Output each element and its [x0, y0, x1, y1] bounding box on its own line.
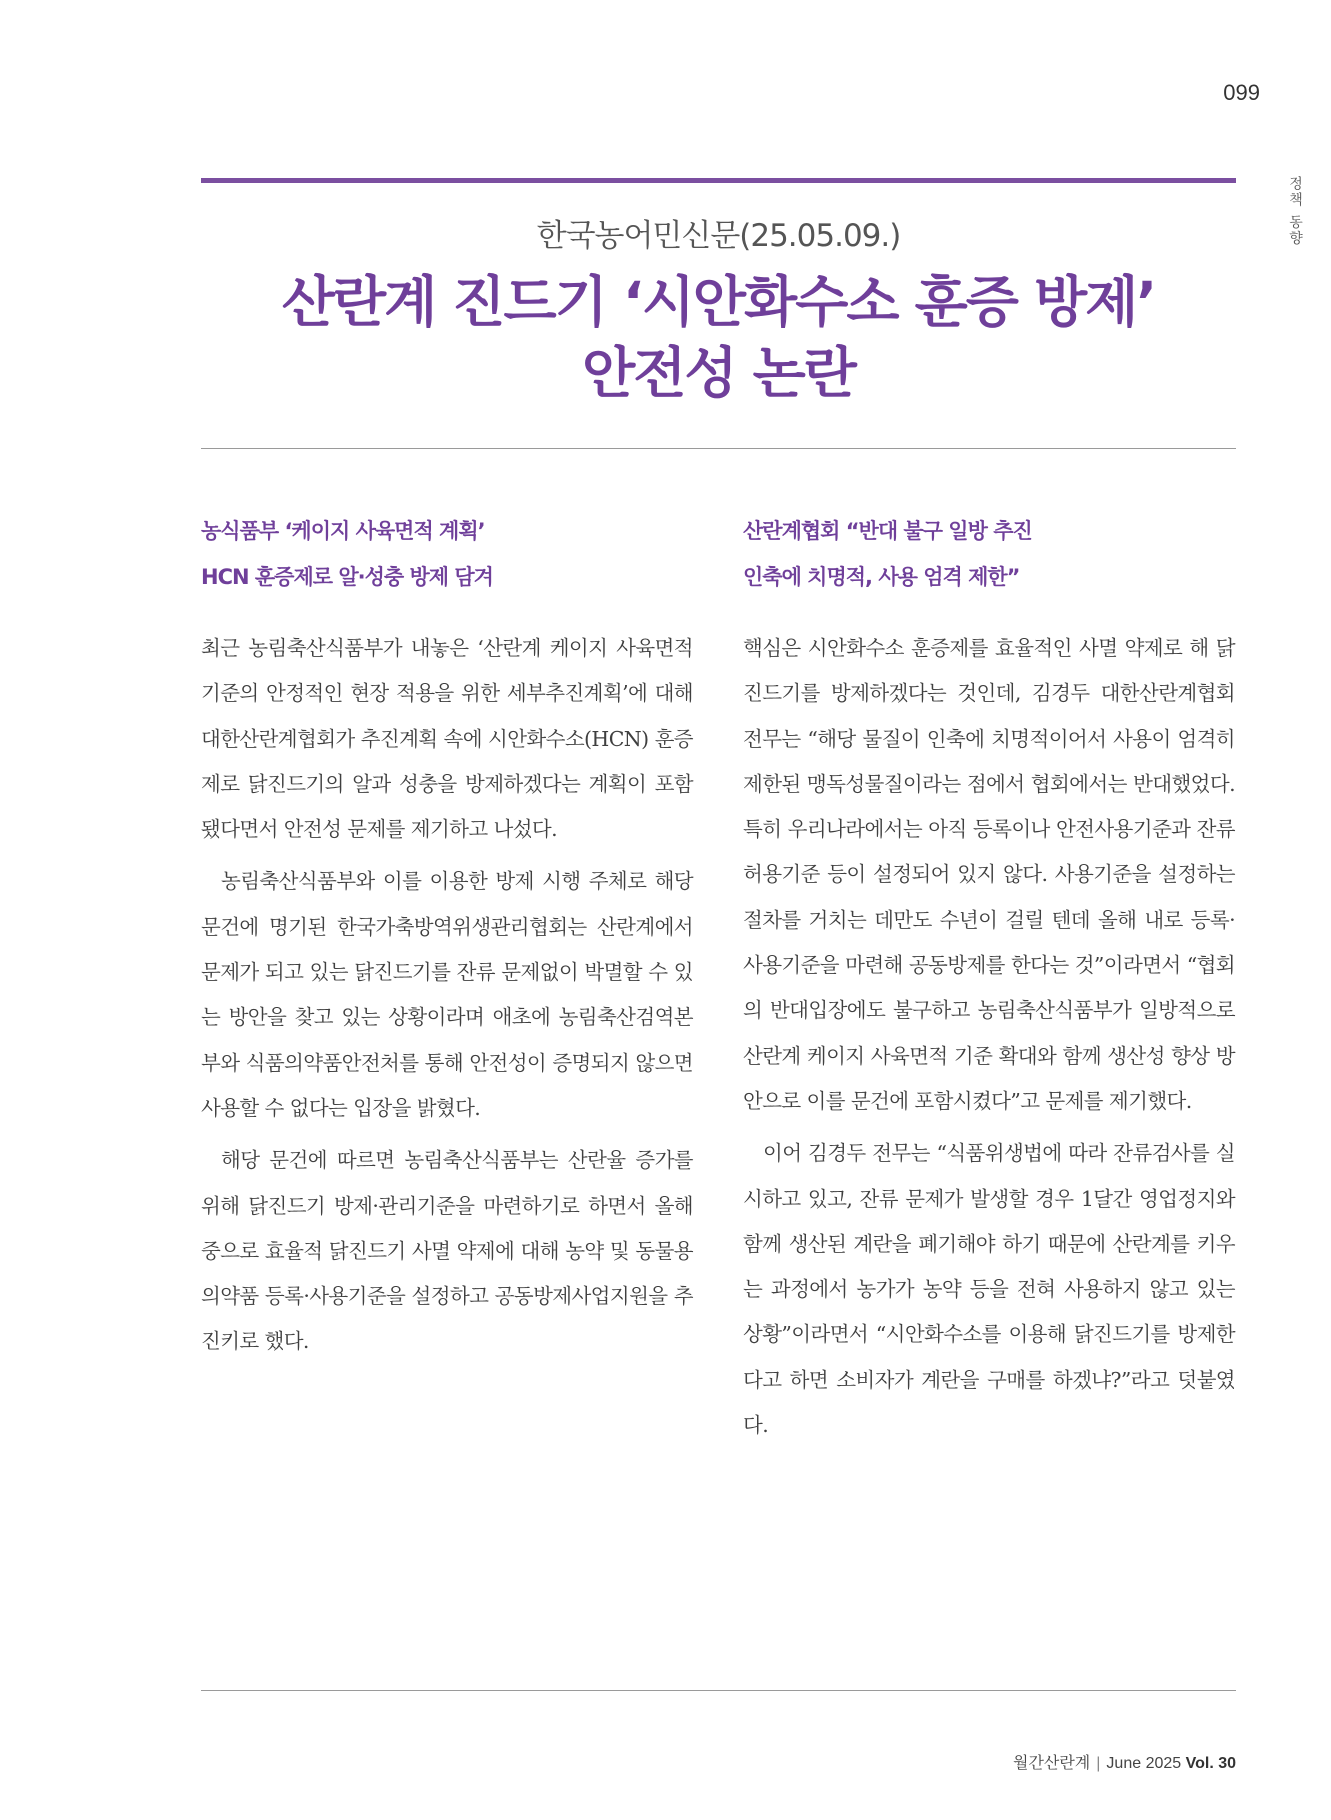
paragraph: 이어 김경두 전무는 “식품위생법에 따라 잔류검사를 실시하고 있고, 잔류 문제가 발생할 경우 1달간 영업정지와 함께 생산된 계란을 폐기해야 하기 때문에 산란계를 키우는 과정에서 농가가 농약 등을 전혀 사용하지 않고 있는 상황”이라면서 “시안화수소를 이용해 닭진드기를 방제한다고 하면 소비자가 계란을 구매를 하겠냐?”라고 덧붙였다. [743, 1141, 1235, 1438]
title-divider [201, 448, 1236, 449]
right-body [743, 626, 1235, 1448]
paragraph: 최근 농림축산식품부가 내놓은 ‘산란계 케이지 사육면적 기준의 안정적인 현장 적용을 위한 세부추진계획’에 대해 대한산란계협회가 추진계획 속에 시안화수소(HCN) 훈증제로 닭진드기의 알과 성충을 방제하겠다는 계획이 포함됐다면서 안전성 문제를 제기하고 나섰다. [201, 636, 693, 842]
left-body [201, 626, 693, 1365]
right-column [743, 508, 1235, 1455]
bottom-divider [201, 1690, 1236, 1691]
left-subhead-line-1: 농식품부 ‘케이지 사육면적 계획’ [201, 519, 485, 543]
paragraph: 핵심은 시안화수소 훈증제를 효율적인 사멸 약제로 해 닭진드기를 방제하겠다는 것인데, 김경두 대한산란계협회 전무는 “해당 물질이 인축에 치명적이어서 사용이 엄격히 제한된 맹독성물질이라는 점에서 협회에서는 반대했었다. 특히 우리나라에서는 아직 등록이나 안전사용기준과 잔류허용기준 등이 설정되어 있지 않다. 사용기준을 설정하는 절차를 거치는 데만도 수년이 걸릴 텐데 올해 내로 등록·사용기준을 마련해 공동방제를 한다는 것”이라면서 “협회의 반대입장에도 불구하고 농림축산식품부가 일방적으로 산란계 케이지 사육면적 기준 확대와 함께 생산성 향상 방안으로 이를 문건에 포함시켰다”고 문제를 제기했다. [743, 636, 1235, 1113]
article-title-line-1: 산란계 진드기 ‘시안화수소 훈증 방제’ [281, 270, 1156, 334]
magazine-name: 월간산란계 [1012, 1755, 1091, 1772]
paragraph: 농림축산식품부와 이를 이용한 방제 시행 주체로 해당문건에 명기된 한국가축방역위생관리협회는 산란계에서 문제가 되고 있는 닭진드기를 잔류 문제없이 박멸할 수 있는 방안을 찾고 있는 상황이라며 애초에 농림축산검역본부와 식품의약품안전처를 통해 안전성이 증명되지 않으면 사용할 수 없다는 입장을 밝혔다. [201, 869, 693, 1120]
right-subhead-line-1: 산란계협회 “반대 불구 일방 추진 [743, 519, 1032, 543]
article-title [201, 267, 1236, 409]
issue-date: June 2025 [1106, 1755, 1182, 1772]
top-divider [201, 178, 1236, 183]
footer [880, 1750, 1236, 1773]
volume-number: Vol. 30 [1185, 1755, 1236, 1772]
left-column [201, 508, 693, 1372]
section-label: 정책 동향 [1287, 176, 1303, 247]
left-subhead-line-2: HCN 훈증제로 알·성충 방제 담겨 [201, 565, 493, 589]
left-subhead [201, 508, 693, 626]
paragraph: 해당 문건에 따르면 농림축산식품부는 산란율 증가를 위해 닭진드기 방제·관리기준을 마련하기로 하면서 올해 중으로 효율적 닭진드기 사멸 약제에 대해 농약 및 동물용의약품 등록·사용기준을 설정하고 공동방제사업지원을 추진키로 했다. [201, 1148, 693, 1354]
right-subhead-line-2: 인축에 치명적, 사용 엄격 제한” [743, 565, 1020, 589]
footer-separator: | [1096, 1755, 1101, 1772]
right-subhead [743, 508, 1235, 626]
article-title-line-2: 안전성 논란 [582, 341, 855, 405]
article-source: 한국농어민신문(25.05.09.) [536, 218, 901, 254]
page-number: 099 [1223, 80, 1260, 105]
